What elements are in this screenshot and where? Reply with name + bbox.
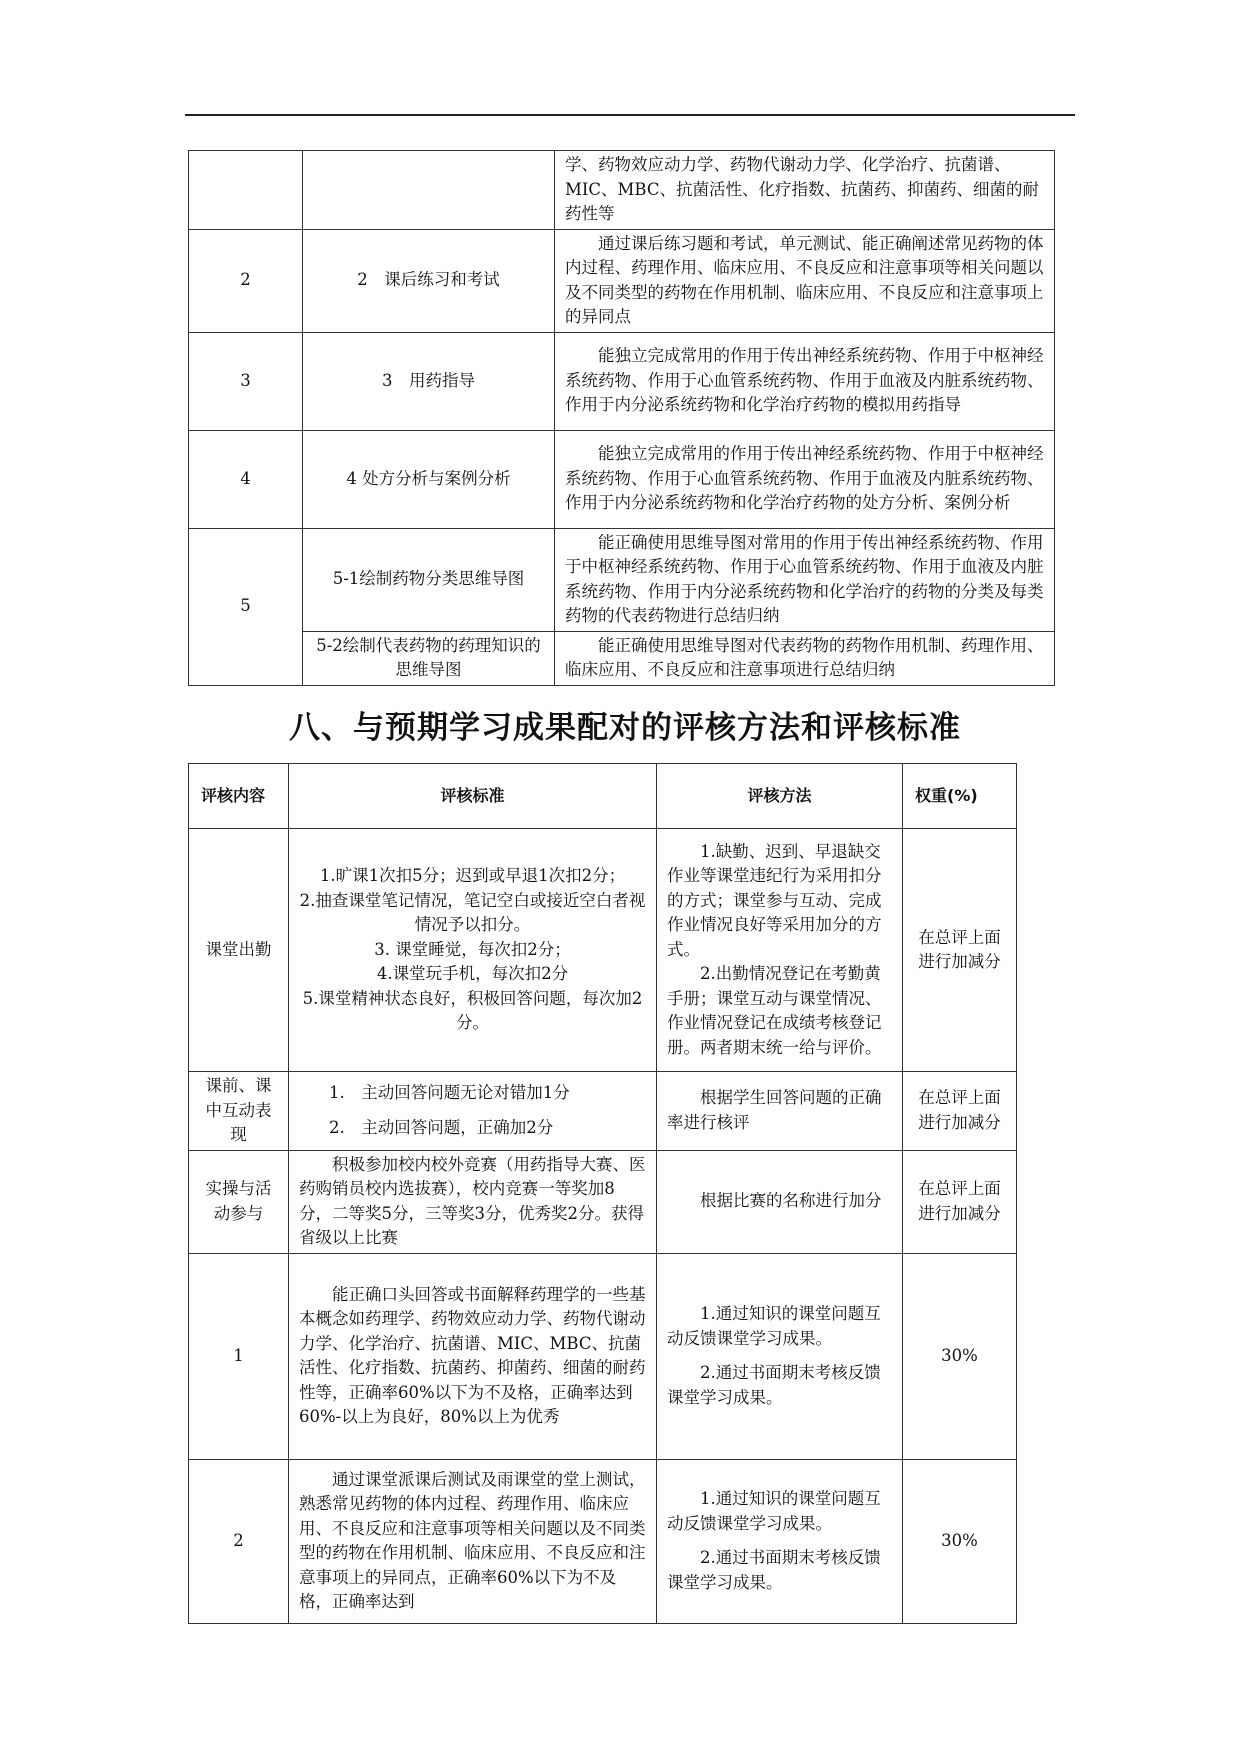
table-row [189,1072,1017,1151]
assessment-content: 2 [189,1459,289,1623]
assessment-weight: 在总评上面进行加减分 [903,829,1017,1072]
assessment-standard: 通过课堂派课后测试及雨课堂的堂上测试，熟悉常见药物的体内过程、药理作用、临床应用、不良反应和注意事项等相关问题以及不同类型的药物在作用机制、临床应用、不良反应和注意事项上的异同点，正确率60%以下为不及格，正确率达到 [289,1459,657,1623]
table-header-row [189,764,1017,829]
assessment-standard: 1. 主动回答问题无论对错加1分 2. 主动回答问题，正确加2分 [289,1072,657,1151]
table-row [189,151,1055,230]
section-title: 八、与预期学习成果配对的评核方法和评核标准 [289,710,961,746]
row-number: 4 [189,430,303,528]
table-row [189,229,1055,332]
table-row [189,1150,1017,1253]
row-number: 2 [189,229,303,332]
task-description: 学、药物效应动力学、药物代谢动力学、化学治疗、抗菌谱、MIC、MBC、抗菌活性、化疗指数、抗菌药、抑菌药、细菌的耐药性等 [555,151,1055,230]
assessment-weight: 在总评上面进行加减分 [903,1072,1017,1151]
table-row [189,1253,1017,1459]
task-description: 通过课后练习题和考试，单元测试、能正确阐述常见药物的体内过程、药理作用、临床应用、不良反应和注意事项等相关问题以及不同类型的药物在作用机制、临床应用、不良反应和注意事项上的异同点 [555,229,1055,332]
assessment-method: 1.通过知识的课堂问题互动反馈课堂学习成果。 2.通过书面期末考核反馈课堂学习成果。 [657,1253,903,1459]
row-number: 5 [189,528,303,685]
header-standard: 评核标准 [289,764,657,829]
header-content: 评核内容 [189,764,289,829]
assessment-method: 1.通过知识的课堂问题互动反馈课堂学习成果。 2.通过书面期末考核反馈课堂学习成果。 [657,1459,903,1623]
assessment-standard: 1.旷课1次扣5分；迟到或早退1次扣2分； 2.抽查课堂笔记情况，笔记空白或接近空白者视情况予以扣分。 3. 课堂睡觉，每次扣2分； 4.课堂玩手机，每次扣2分 5.课堂精神状态良好，积极回答问题，每次加2分。 [289,829,657,1072]
assessment-content: 1 [189,1253,289,1459]
table-row [189,528,1055,631]
assessment-content: 课堂出勤 [189,829,289,1072]
task-name: 4 处方分析与案例分析 [303,430,555,528]
header-rule [185,114,1075,116]
task-name: 3 用药指导 [303,332,555,430]
task-description: 能正确使用思维导图对代表药物的药物作用机制、药理作用、临床应用、不良反应和注意事项进行总结归纳 [555,631,1055,685]
table-row [189,829,1017,1072]
assessment-content: 课前、课中互动表现 [189,1072,289,1151]
task-name: 5-2绘制代表药物的药理知识的思维导图 [303,631,555,685]
task-name [303,151,555,230]
table-row [189,332,1055,430]
assessment-table [188,763,1017,1624]
assessment-weight: 30% [903,1253,1017,1459]
task-name: 5-1绘制药物分类思维导图 [303,528,555,631]
header-weight: 权重(%) [903,764,1017,829]
assessment-method: 根据比赛的名称进行加分 [657,1150,903,1253]
task-name: 2 课后练习和考试 [303,229,555,332]
assessment-standard: 积极参加校内校外竞赛（用药指导大赛、医药购销员校内选拔赛），校内竞赛一等奖加8分，二等奖5分，三等奖3分，优秀奖2分。获得省级以上比赛 [289,1150,657,1253]
task-description: 能独立完成常用的作用于传出神经系统药物、作用于中枢神经系统药物、作用于心血管系统药物、作用于血液及内脏系统药物、作用于内分泌系统药物和化学治疗药物的模拟用药指导 [555,332,1055,430]
assessment-method: 根据学生回答问题的正确率进行核评 [657,1072,903,1151]
table-row [189,1459,1017,1623]
task-description: 能正确使用思维导图对常用的作用于传出神经系统药物、作用于中枢神经系统药物、作用于心血管系统药物、作用于血液及内脏系统药物、作用于内分泌系统药物和化学治疗的药物的分类及每类药物的代表药物进行总结归纳 [555,528,1055,631]
table-row [189,430,1055,528]
assessment-weight: 30% [903,1459,1017,1623]
row-number: 3 [189,332,303,430]
task-description: 能独立完成常用的作用于传出神经系统药物、作用于中枢神经系统药物、作用于心血管系统药物、作用于血液及内脏系统药物、作用于内分泌系统药物和化学治疗药物的处方分析、案例分析 [555,430,1055,528]
table-row [189,631,1055,685]
assessment-method: 1.缺勤、迟到、早退缺交作业等课堂违纪行为采用扣分的方式；课堂参与互动、完成作业情况良好等采用加分的方式。 2.出勤情况登记在考勤黄手册；课堂互动与课堂情况、作业情况登记在成绩考核登记册。两者期末统一给与评价。 [657,829,903,1072]
assessment-content: 实操与活动参与 [189,1150,289,1253]
assessment-standard: 能正确口头回答或书面解释药理学的一些基本概念如药理学、药物效应动力学、药物代谢动力学、化学治疗、抗菌谱、MIC、MBC、抗菌活性、化疗指数、抗菌药、抑菌药、细菌的耐药性等，正确率60%以下为不及格，正确率达到60%-以上为良好，80%以上为优秀 [289,1253,657,1459]
assessment-weight: 在总评上面进行加减分 [903,1150,1017,1253]
header-method: 评核方法 [657,764,903,829]
learning-outcomes-table [188,150,1055,686]
row-number [189,151,303,230]
